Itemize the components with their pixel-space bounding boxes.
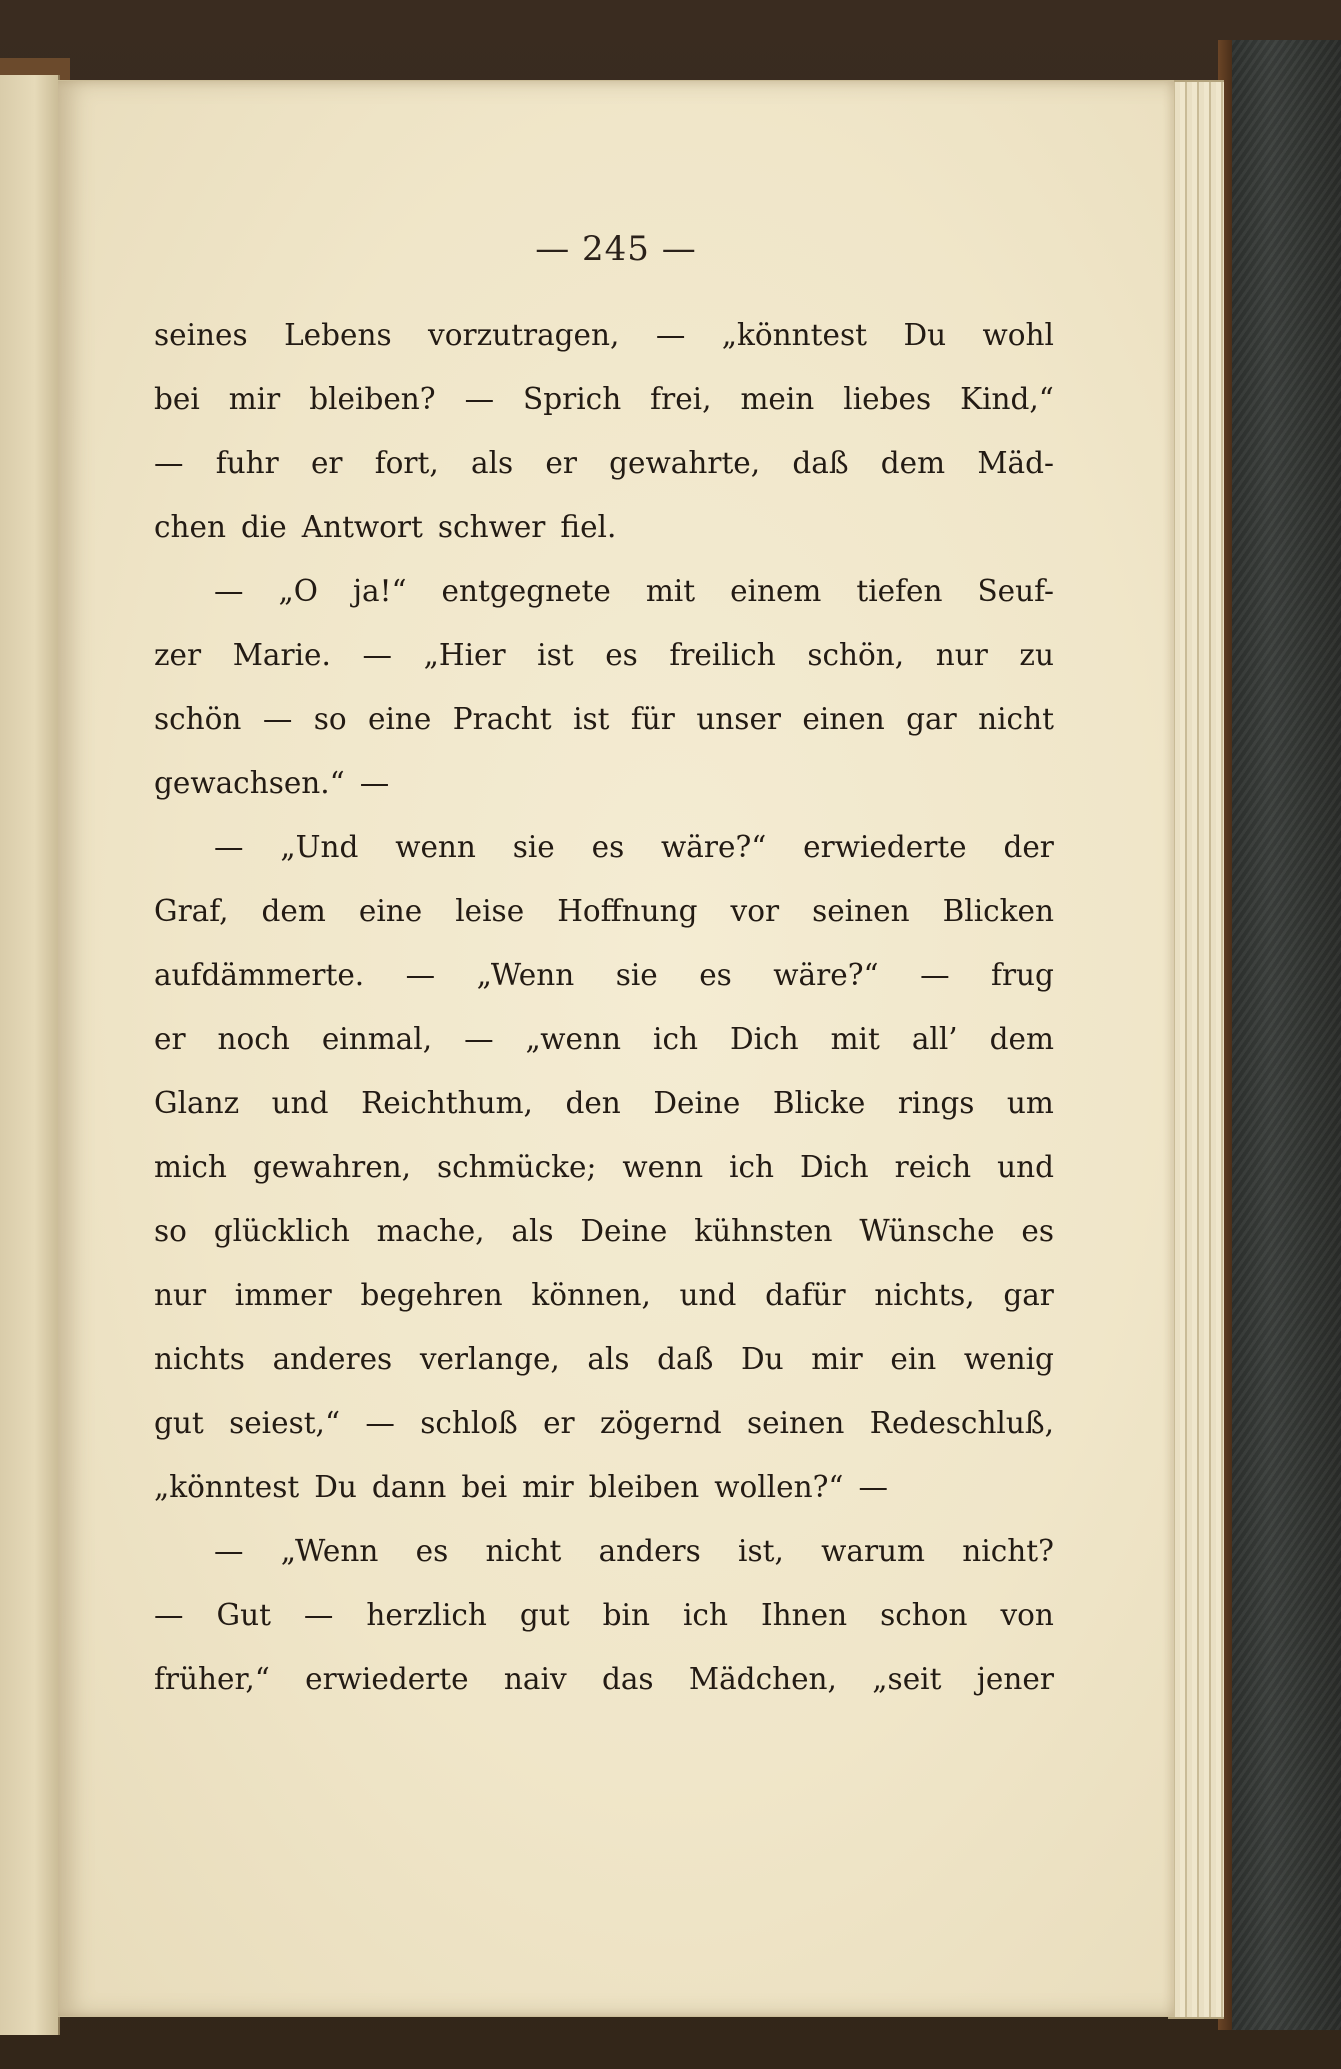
- word: gut: [154, 1406, 204, 1440]
- word: chen: [154, 510, 226, 544]
- page-number: — 245 —: [535, 229, 697, 269]
- word: die: [240, 510, 287, 544]
- book-binding: [1218, 40, 1341, 2030]
- word: Mäd-: [977, 446, 1054, 480]
- word: gewachsen.“: [154, 766, 345, 800]
- word: „könntest: [154, 1470, 300, 1504]
- text-line: [154, 1071, 1054, 1135]
- word: frug: [991, 958, 1054, 992]
- word: schon: [880, 1598, 968, 1632]
- word: „Wenn: [476, 958, 575, 992]
- text-line: [154, 879, 1054, 943]
- text-line: [154, 1647, 1054, 1711]
- text-line: [154, 687, 1054, 751]
- word: —: [365, 1406, 395, 1440]
- word: Sprich: [523, 382, 622, 416]
- word: dann: [371, 1470, 447, 1504]
- word: begehren: [360, 1278, 503, 1312]
- word: nichts,: [874, 1278, 975, 1312]
- word: Reichthum,: [361, 1086, 533, 1120]
- page-body-text: [154, 303, 1054, 1711]
- text-line: [154, 1455, 1054, 1519]
- word: wollen?“: [714, 1470, 844, 1504]
- word: Dich: [800, 1150, 869, 1184]
- word: als: [587, 1342, 630, 1376]
- text-line: [154, 815, 1054, 879]
- word: —: [214, 574, 244, 608]
- word: um: [1006, 1086, 1054, 1120]
- word: für: [630, 702, 675, 736]
- word: es: [605, 638, 638, 672]
- text-line: [154, 943, 1054, 1007]
- word: und: [679, 1278, 737, 1312]
- word: Du: [903, 318, 947, 352]
- text-line: [154, 1519, 1054, 1583]
- word: leise: [455, 894, 525, 928]
- text-line: [154, 303, 1054, 367]
- word: einen: [802, 702, 885, 736]
- word: schmücke;: [437, 1150, 597, 1184]
- word: nur: [154, 1278, 207, 1312]
- word: mein: [740, 382, 815, 416]
- word: warum: [821, 1534, 926, 1568]
- word: gewahrte,: [609, 446, 761, 480]
- word: wenn: [622, 1150, 704, 1184]
- word: seinen: [746, 1406, 845, 1440]
- word: jener: [976, 1662, 1054, 1696]
- word: anders: [598, 1534, 701, 1568]
- page-stack-edges: [1168, 80, 1224, 2019]
- word: gar: [906, 702, 957, 736]
- word: zer: [154, 638, 202, 672]
- word: das: [601, 1662, 654, 1696]
- word: eine: [368, 702, 432, 736]
- word: —: [858, 1470, 888, 1504]
- word: Graf,: [154, 894, 229, 928]
- text-line: [154, 1583, 1054, 1647]
- word: es: [699, 958, 732, 992]
- word: dem: [989, 1022, 1054, 1056]
- word: von: [1000, 1598, 1054, 1632]
- word: Gut: [216, 1598, 271, 1632]
- word: mit: [645, 574, 696, 608]
- word: verlange,: [419, 1342, 560, 1376]
- word: mit: [830, 1022, 880, 1056]
- text-line: [154, 751, 1054, 815]
- word: liebes: [843, 382, 932, 416]
- word: „könntest: [721, 318, 867, 352]
- word: ja!“: [352, 574, 407, 608]
- word: mir: [811, 1342, 863, 1376]
- word: es: [591, 830, 625, 864]
- word: herzlich: [366, 1598, 487, 1632]
- word: —: [154, 446, 184, 480]
- text-line: [154, 431, 1054, 495]
- word: fort,: [374, 446, 439, 480]
- word: daß: [792, 446, 849, 480]
- word: Du: [740, 1342, 784, 1376]
- word: ist,: [738, 1534, 784, 1568]
- word: ein: [890, 1342, 937, 1376]
- word: all’: [911, 1022, 958, 1056]
- word: einem: [730, 574, 822, 608]
- word: Glanz: [154, 1086, 240, 1120]
- word: wäre?“: [773, 958, 879, 992]
- word: so: [313, 702, 347, 736]
- word: schön: [154, 702, 242, 736]
- word: —: [920, 958, 950, 992]
- word: „Hier: [423, 638, 506, 672]
- opposite-page-edge: [0, 75, 60, 2035]
- word: —: [359, 766, 390, 800]
- word: Ihnen: [760, 1598, 848, 1632]
- word: Du: [314, 1470, 357, 1504]
- word: als: [470, 446, 514, 480]
- word: bleiben?: [309, 382, 436, 416]
- word: früher,“: [154, 1662, 270, 1696]
- word: bei: [461, 1470, 508, 1504]
- word: zu: [1019, 638, 1054, 672]
- word: schwer: [437, 510, 546, 544]
- word: freilich: [669, 638, 776, 672]
- text-line: [154, 559, 1054, 623]
- word: fuhr: [215, 446, 279, 480]
- text-line: [154, 1263, 1054, 1327]
- text-line: [154, 495, 1054, 559]
- word: erwiederte: [803, 830, 967, 864]
- word: den: [565, 1086, 621, 1120]
- word: ist: [537, 638, 574, 672]
- word: „wenn: [525, 1022, 622, 1056]
- word: —: [464, 1022, 494, 1056]
- word: so: [154, 1214, 187, 1248]
- word: naiv: [503, 1662, 567, 1696]
- word: er: [545, 446, 577, 480]
- word: gar: [1003, 1278, 1054, 1312]
- word: entgegnete: [441, 574, 611, 608]
- word: ich: [683, 1598, 728, 1632]
- word: es: [1021, 1214, 1054, 1248]
- word: gut: [519, 1598, 570, 1632]
- word: nichts: [154, 1342, 245, 1376]
- text-line: [154, 1007, 1054, 1071]
- word: frei,: [650, 382, 712, 416]
- word: bei: [154, 382, 200, 416]
- word: mich: [154, 1150, 227, 1184]
- word: Lebens: [284, 318, 392, 352]
- word: Seuf-: [977, 574, 1054, 608]
- word: bleiben: [588, 1470, 700, 1504]
- word: reich: [894, 1150, 972, 1184]
- word: sie: [512, 830, 555, 864]
- word: —: [214, 1534, 244, 1568]
- word: noch: [217, 1022, 290, 1056]
- word: schloß: [420, 1406, 518, 1440]
- word: einmal,: [321, 1022, 433, 1056]
- word: nur: [935, 638, 988, 672]
- text-line: [154, 367, 1054, 431]
- word: anderes: [272, 1342, 393, 1376]
- word: nicht?: [962, 1534, 1054, 1568]
- word: gewahren,: [252, 1150, 412, 1184]
- word: können,: [531, 1278, 651, 1312]
- word: als: [511, 1214, 554, 1248]
- word: nicht: [978, 702, 1054, 736]
- word: nicht: [485, 1534, 562, 1568]
- word: dem: [880, 446, 946, 480]
- word: daß: [657, 1342, 714, 1376]
- word: dafür: [765, 1278, 846, 1312]
- word: sie: [615, 958, 658, 992]
- word: vorzutragen,: [428, 318, 620, 352]
- word: —: [362, 638, 392, 672]
- word: —: [214, 830, 244, 864]
- word: Hoffnung: [557, 894, 698, 928]
- word: tiefen: [856, 574, 943, 608]
- word: es: [415, 1534, 449, 1568]
- text-line: [154, 1135, 1054, 1199]
- word: vor: [730, 894, 780, 928]
- word: seinen: [812, 894, 910, 928]
- text-line: [154, 1327, 1054, 1391]
- word: —: [405, 958, 436, 992]
- word: der: [1003, 830, 1054, 864]
- word: glücklich: [213, 1214, 350, 1248]
- word: mache,: [376, 1214, 485, 1248]
- word: und: [271, 1086, 329, 1120]
- word: Blicke: [772, 1086, 866, 1120]
- word: Pracht: [452, 702, 552, 736]
- text-line: [154, 1391, 1054, 1455]
- word: Marie.: [232, 638, 331, 672]
- word: wenn: [395, 830, 476, 864]
- word: —: [262, 702, 293, 736]
- text-line: [154, 1199, 1054, 1263]
- word: rings: [897, 1086, 975, 1120]
- word: seines: [154, 318, 248, 352]
- word: und: [997, 1150, 1054, 1184]
- word: „Wenn: [280, 1534, 379, 1568]
- word: wohl: [982, 318, 1054, 352]
- book-page: [58, 80, 1174, 2017]
- word: dem: [261, 894, 326, 928]
- word: —: [464, 382, 495, 416]
- word: kühnsten: [694, 1214, 833, 1248]
- word: aufdämmerte.: [154, 958, 365, 992]
- word: ist: [573, 702, 610, 736]
- word: er: [154, 1022, 186, 1056]
- word: seiest,“: [229, 1406, 341, 1440]
- word: immer: [234, 1278, 332, 1312]
- word: wenig: [963, 1342, 1054, 1376]
- word: erwiederte: [305, 1662, 469, 1696]
- word: Antwort: [301, 510, 423, 544]
- word: wäre?“: [661, 830, 767, 864]
- word: „O: [278, 574, 318, 608]
- word: unser: [696, 702, 782, 736]
- word: er: [543, 1406, 575, 1440]
- word: Dich: [729, 1022, 799, 1056]
- word: Blicken: [942, 894, 1054, 928]
- word: ich: [653, 1022, 698, 1056]
- word: mir: [522, 1470, 574, 1504]
- word: Deine: [580, 1214, 668, 1248]
- word: schön,: [807, 638, 905, 672]
- word: ich: [729, 1150, 775, 1184]
- word: „seit: [872, 1662, 942, 1696]
- word: „Und: [280, 830, 359, 864]
- word: mir: [228, 382, 281, 416]
- word: Deine: [653, 1086, 741, 1120]
- word: Wünsche: [859, 1214, 995, 1248]
- word: —: [303, 1598, 334, 1632]
- word: Kind,“: [960, 382, 1054, 416]
- word: eine: [358, 894, 423, 928]
- word: bin: [602, 1598, 650, 1632]
- word: fiel.: [560, 510, 617, 544]
- text-line: [154, 623, 1054, 687]
- word: —: [655, 318, 686, 352]
- word: Mädchen,: [688, 1662, 837, 1696]
- word: Redeschluß,: [869, 1406, 1054, 1440]
- word: —: [154, 1598, 184, 1632]
- word: er: [310, 446, 343, 480]
- word: zögernd: [599, 1406, 722, 1440]
